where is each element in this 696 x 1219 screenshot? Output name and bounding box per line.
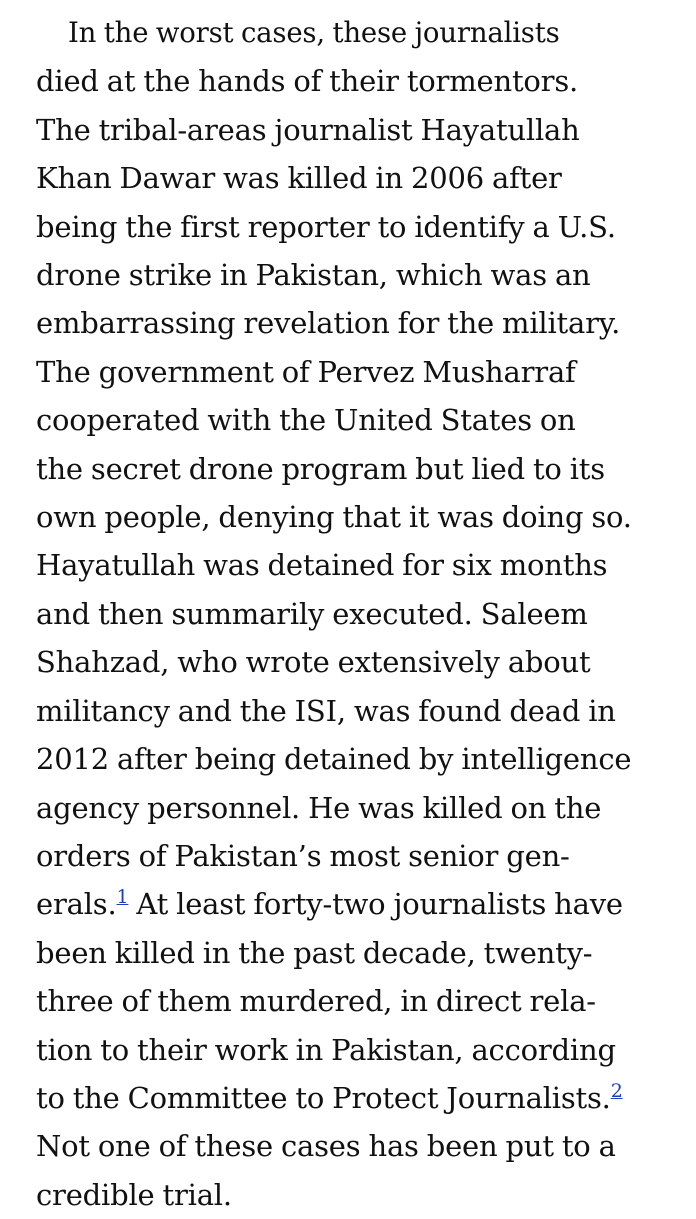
text-line: Not one of these cases has been put to a — [36, 1129, 616, 1164]
text-line: tion to their work in Pakistan, according — [36, 1032, 616, 1067]
text-line: orders of Pakistan’s most senior gen- — [36, 838, 570, 873]
text-line: being the first reporter to identify a U.S. — [36, 209, 616, 244]
text-line — [36, 880, 676, 928]
text-line: In the worst cases, these journalists — [68, 17, 560, 49]
text-line: and then summarily executed. Saleem — [36, 596, 588, 631]
footnote-link-1[interactable]: 1 — [116, 886, 129, 909]
text-line: Khan Dawar was killed in 2006 after — [36, 161, 562, 196]
text-segment: to the Committee to Protect Journalists. — [36, 1080, 611, 1115]
text-line — [36, 1074, 676, 1122]
text-line: 2012 after being detained by intelligence — [36, 742, 632, 777]
text-line: The tribal-areas journalist Hayatullah — [36, 112, 580, 147]
text-line: drone strike in Pakistan, which was an — [36, 258, 591, 293]
text-line: the secret drone program but lied to its — [36, 451, 605, 486]
text-line: militancy and the ISI, was found dead in — [36, 693, 616, 728]
text-line: died at the hands of their tormentors. — [36, 64, 579, 99]
text-line: The government of Pervez Musharraf — [36, 354, 576, 389]
text-line: credible trial. — [36, 1177, 232, 1212]
text-line: three of them murdered, in direct rela- — [36, 984, 596, 1019]
text-line: agency personnel. He was killed on the — [36, 790, 602, 825]
footnote-link-2[interactable]: 2 — [610, 1079, 623, 1102]
text-line: embarrassing revelation for the military. — [36, 306, 621, 341]
text-segment: At least forty-two journalists have — [128, 887, 623, 922]
text-line: own people, denying that it was doing so. — [36, 500, 632, 535]
body-paragraph — [36, 9, 676, 1219]
text-line: cooperated with the United States on — [36, 403, 576, 438]
text-line: been killed in the past decade, twenty- — [36, 935, 593, 970]
text-line: Shahzad, who wrote extensively about — [36, 645, 591, 680]
text-line: Hayatullah was detained for six months — [36, 548, 608, 583]
text-segment: erals. — [36, 887, 117, 922]
